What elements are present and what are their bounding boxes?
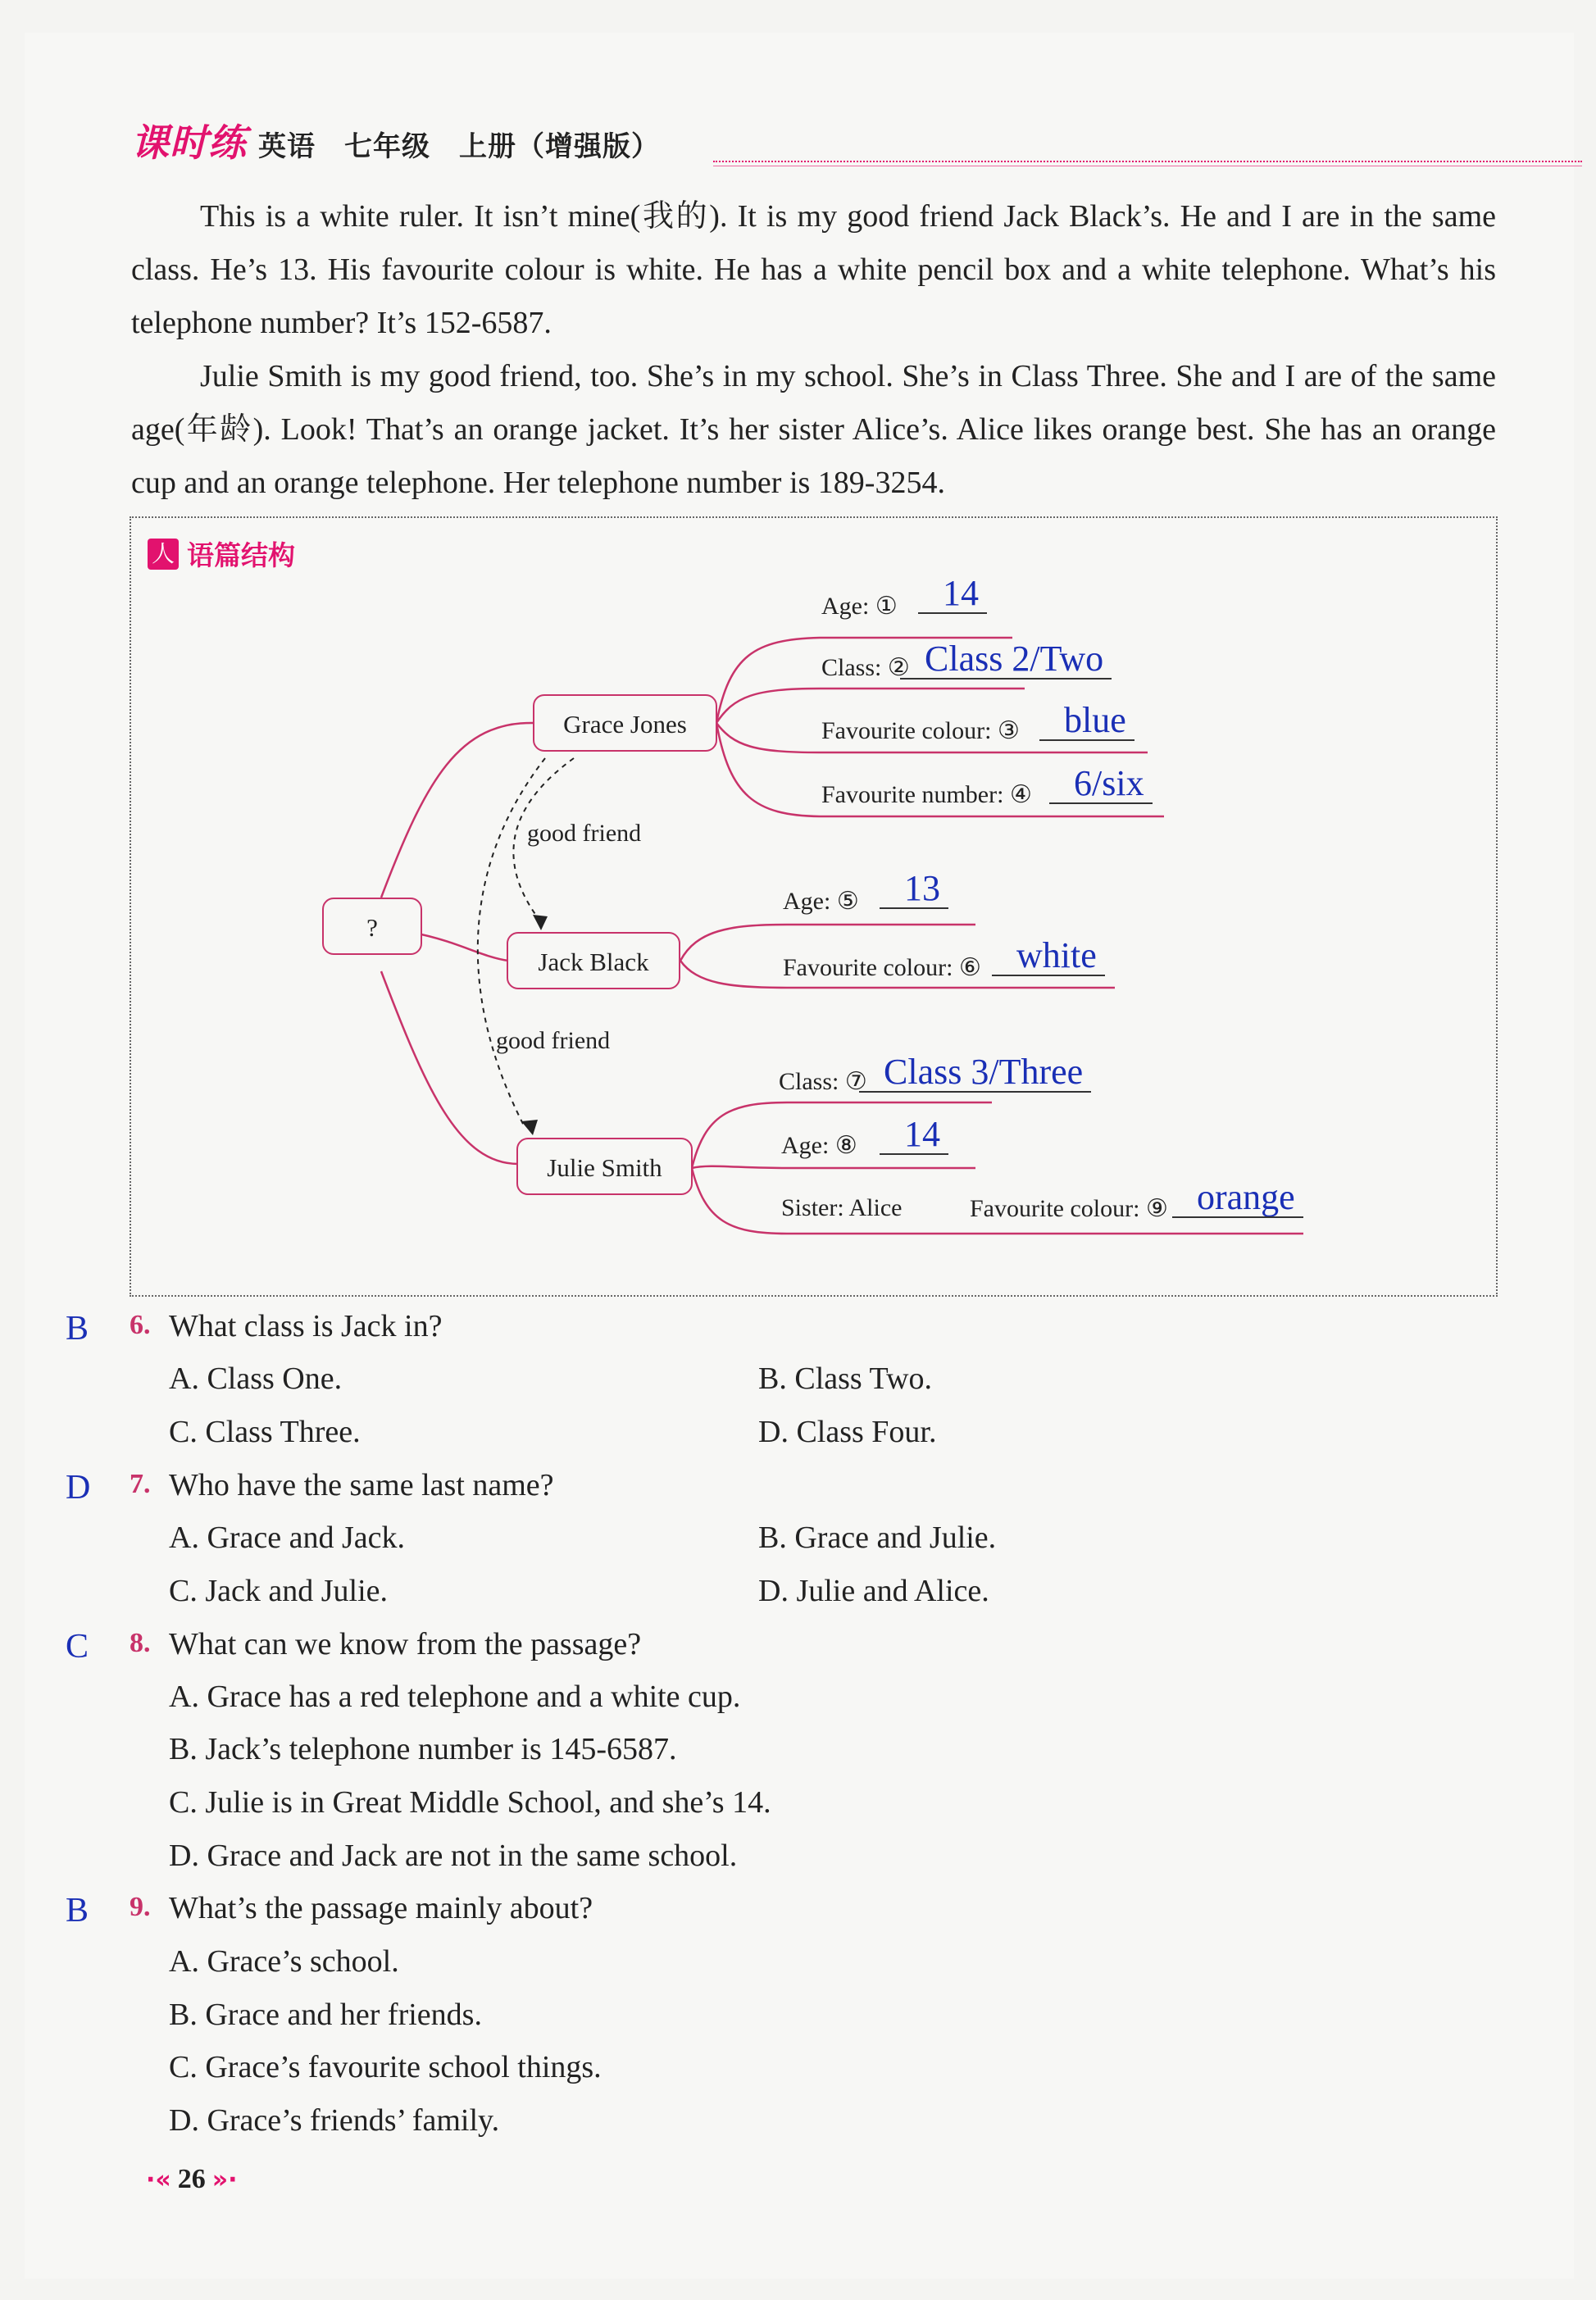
people-icon: 人: [148, 539, 179, 570]
option-9b: B. Grace and her friends.: [169, 1998, 482, 2032]
julie-colour-answer: orange: [1197, 1177, 1295, 1217]
grace-number-label: Favourite number: ④: [821, 781, 1032, 808]
grace-jones-node: Grace Jones: [533, 694, 717, 752]
good-friend-label-2: good friend: [496, 1027, 611, 1054]
julie-age-answer: 14: [904, 1114, 940, 1154]
option-7d: D. Julie and Alice.: [758, 1574, 989, 1608]
option-9d: D. Grace’s friends’ family.: [169, 2103, 500, 2138]
grace-age-answer: 14: [943, 573, 979, 613]
option-8d: D. Grace and Jack are not in the same school.: [169, 1839, 738, 1873]
option-7c: C. Jack and Julie.: [169, 1574, 389, 1608]
option-8b: B. Jack’s telephone number is 145-6587.: [169, 1732, 677, 1766]
passage-paragraph-1: This is a white ruler. It isn’t mine(我的). It is my good friend Jack Black’s. He and I are in the same class. He’s 13. His favourite colour is white. He has a white pencil box and a white telephone. What’s his telephone number? It’s 152-6587.: [131, 199, 1496, 340]
option-7b: B. Grace and Julie.: [758, 1520, 997, 1555]
answer-key-6: B: [66, 1310, 89, 1348]
grace-colour-label: Favourite colour: ③: [821, 717, 1020, 744]
answer-underline: [880, 907, 948, 909]
answer-underline: [992, 975, 1105, 976]
julie-class-label: Class: ⑦: [779, 1068, 867, 1095]
question-text-6: What class is Jack in?: [169, 1309, 443, 1343]
question-text-7: Who have the same last name?: [169, 1468, 554, 1502]
answer-underline: [1049, 802, 1153, 804]
question-number-6: 6.: [130, 1310, 151, 1340]
answer-underline: [900, 678, 1112, 680]
julie-class-answer: Class 3/Three: [884, 1052, 1084, 1092]
header-divider: [713, 161, 1582, 162]
jack-age-label: Age: ⑤: [783, 888, 859, 915]
passage-paragraph-2: Julie Smith is my good friend, too. She’s in my school. She’s in Class Three. She and I are of the same age(年龄). Look! That’s an orange jacket. It’s her sister Alice’s. Alice likes orange best. She has an orange cup and an orange telephone. Her telephone number is 189-3254.: [131, 359, 1496, 500]
answer-key-8: C: [66, 1628, 89, 1666]
answer-underline: [880, 1153, 948, 1155]
good-friend-label-1: good friend: [527, 820, 642, 847]
question-text-8: What can we know from the passage?: [169, 1627, 642, 1661]
option-6c: C. Class Three.: [169, 1415, 361, 1449]
answer-key-7: D: [66, 1469, 91, 1507]
question-number-8: 8.: [130, 1628, 151, 1658]
grace-class-label: Class: ②: [821, 654, 910, 681]
jack-black-node: Jack Black: [507, 932, 680, 989]
question-number-7: 7.: [130, 1469, 151, 1499]
julie-colour-label: Favourite colour: ⑨: [970, 1195, 1168, 1222]
grace-number-answer: 6/six: [1074, 763, 1144, 803]
option-9c: C. Grace’s favourite school things.: [169, 2050, 602, 2084]
answer-underline: [1172, 1216, 1303, 1218]
option-8c: C. Julie is in Great Middle School, and she’s 14.: [169, 1785, 771, 1820]
jack-colour-label: Favourite colour: ⑥: [783, 954, 981, 981]
page-number: [146, 2164, 238, 2195]
grace-age-label: Age: ①: [821, 593, 898, 620]
question-number-9: 9.: [130, 1892, 151, 1922]
answer-key-9: B: [66, 1892, 89, 1930]
center-node: ?: [322, 898, 422, 955]
grace-colour-answer: blue: [1064, 700, 1126, 740]
question-text-9: What’s the passage mainly about?: [169, 1891, 593, 1925]
option-8a: A. Grace has a red telephone and a white cup.: [169, 1680, 741, 1714]
answer-underline: [859, 1091, 1091, 1093]
option-6b: B. Class Two.: [758, 1361, 933, 1396]
option-7a: A. Grace and Jack.: [169, 1520, 406, 1555]
julie-sister-label: Sister: Alice: [781, 1194, 903, 1221]
brand-logo: 课时练: [131, 120, 247, 165]
answer-underline: [1039, 739, 1134, 741]
grace-class-answer: Class 2/Two: [925, 639, 1104, 679]
answer-underline: [918, 612, 987, 614]
option-9a: A. Grace’s school.: [169, 1944, 399, 1979]
jack-age-answer: 13: [904, 868, 940, 908]
right-chevrons-icon: »·: [211, 2165, 238, 2194]
jack-colour-answer: white: [1016, 935, 1097, 975]
page-number-value: 26: [177, 2164, 206, 2194]
option-6d: D. Class Four.: [758, 1415, 937, 1449]
page-header: [131, 121, 660, 167]
diagram-title-text: 语篇结构: [187, 539, 295, 571]
julie-smith-node: Julie Smith: [516, 1138, 693, 1195]
book-subtitle: 英语 七年级 上册（增强版）: [258, 130, 660, 163]
julie-age-label: Age: ⑧: [781, 1132, 857, 1159]
left-chevrons-icon: ·«: [146, 2165, 171, 2194]
option-6a: A. Class One.: [169, 1361, 343, 1396]
diagram-title: [148, 534, 295, 573]
